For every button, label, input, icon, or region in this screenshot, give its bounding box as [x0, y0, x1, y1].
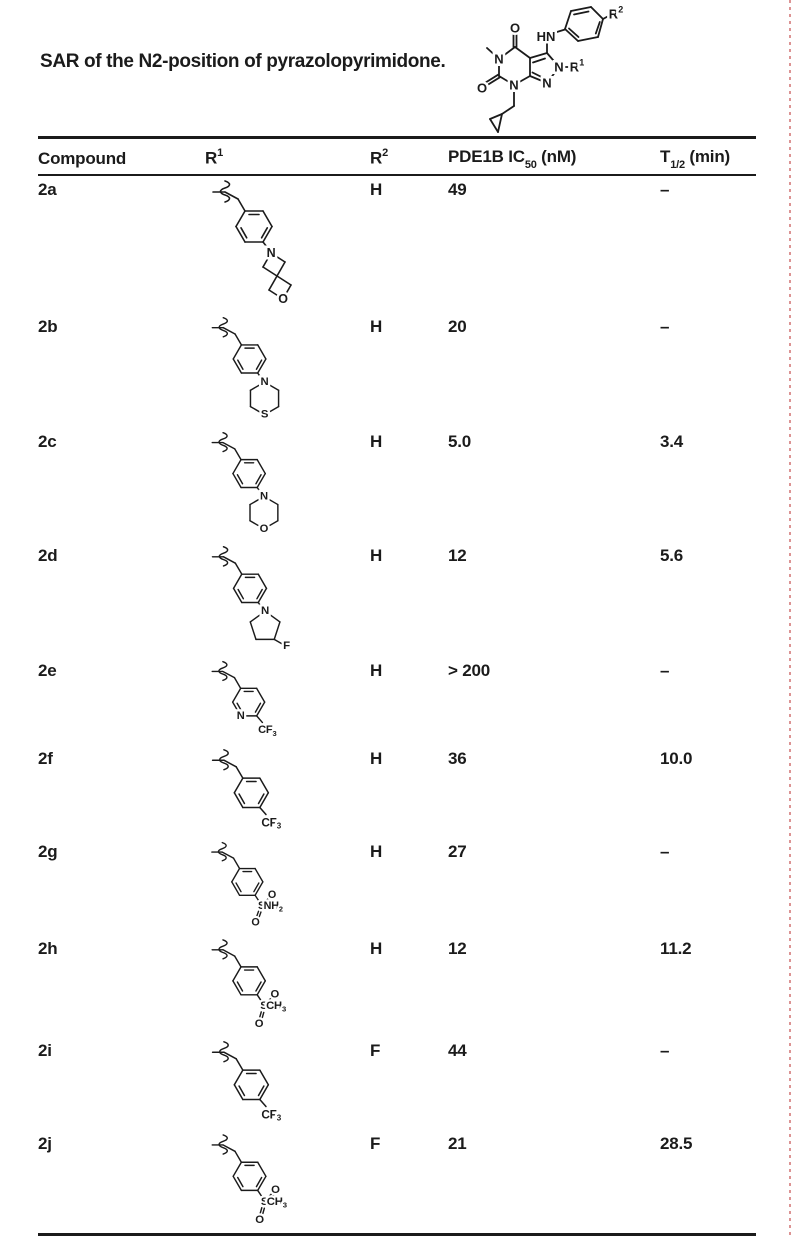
- r1-structure: [205, 313, 370, 428]
- svg-text:S: S: [260, 1000, 268, 1013]
- compound-label: 2a: [38, 180, 57, 199]
- svg-text:R1: $R^1$: [569, 57, 585, 75]
- svg-text:HN: HN: [536, 29, 556, 44]
- compound-label: 2g: [38, 842, 58, 861]
- ic50-value: 20: [448, 317, 467, 336]
- t12-value: –: [660, 842, 670, 861]
- compound-label: 2j: [38, 1134, 52, 1153]
- t12-value: 10.0: [660, 749, 693, 768]
- svg-text:S: S: [258, 900, 266, 913]
- t12-value: –: [660, 661, 670, 680]
- svg-text:O: O: [271, 1183, 280, 1196]
- table-row: [38, 176, 756, 313]
- table-caption: SAR of the N2-position of pyrazolopyrimidone.: [40, 51, 446, 72]
- r2-value: H: [370, 842, 383, 861]
- t12-value: 5.6: [660, 546, 684, 565]
- compound-label: 2h: [38, 939, 58, 958]
- svg-text:N: N: [554, 59, 564, 75]
- svg-text:CF3: $CF_3$: [261, 1107, 281, 1122]
- r1-structure: [205, 1130, 370, 1233]
- compound-label: 2d: [38, 546, 58, 565]
- sar-table: [38, 136, 756, 1236]
- compound-label: 2f: [38, 749, 53, 768]
- t12-value: –: [660, 1041, 670, 1060]
- r1-structure: [205, 657, 370, 745]
- svg-text:CF3: $CF_3$: [261, 815, 281, 830]
- svg-text:O: O: [267, 888, 277, 901]
- ic50-value: 36: [448, 749, 467, 768]
- ic50-value: 12: [448, 939, 467, 958]
- svg-text:O: O: [270, 988, 280, 1001]
- svg-text:S: S: [260, 1195, 269, 1208]
- ic50-value: 44: [448, 1041, 467, 1060]
- r2-value: H: [370, 749, 383, 768]
- table-row: [38, 1037, 756, 1130]
- svg-text:N: N: [260, 376, 269, 389]
- svg-text:N: N: [509, 77, 519, 93]
- r1-structure: [205, 745, 370, 838]
- r1-structure: [205, 838, 370, 935]
- table-row: [38, 313, 756, 428]
- ic50-value: 27: [448, 842, 467, 861]
- svg-text:N: N: [259, 490, 268, 503]
- svg-text:CH3: $CH_3$: [266, 1195, 287, 1209]
- core-structure-drawing: [452, 2, 752, 142]
- t12-value: –: [660, 317, 670, 336]
- table-row: [38, 542, 756, 657]
- table-row: [38, 1130, 756, 1233]
- ic50-value: 12: [448, 546, 467, 565]
- compound-label: 2b: [38, 317, 58, 336]
- svg-text:CF3: $CF_3$: [258, 724, 277, 738]
- header-compound: Compound: [38, 148, 127, 168]
- svg-text:S: S: [260, 408, 269, 421]
- page-crop-mark: [789, 0, 791, 1239]
- svg-text:NH2: $NH_2$: [263, 900, 283, 914]
- ic50-value: 5.0: [448, 432, 472, 451]
- table-header-row: [38, 139, 756, 176]
- svg-text:N: N: [261, 605, 270, 618]
- r2-value: H: [370, 180, 383, 199]
- compound-label: 2i: [38, 1041, 52, 1060]
- svg-text:O: O: [509, 20, 521, 36]
- header-ic50: PDE1B $IC_{50}$ (nM): [448, 147, 577, 171]
- r2-value: H: [370, 661, 383, 680]
- header-r1: $R^1$: [205, 147, 223, 168]
- r1-structure: [205, 935, 370, 1037]
- svg-text:N: N: [542, 75, 552, 91]
- r2-value: H: [370, 939, 383, 958]
- table-row: [38, 745, 756, 838]
- ic50-value: > 200: [448, 661, 491, 680]
- r1-structure: [205, 176, 370, 313]
- svg-text:N: N: [494, 51, 504, 67]
- svg-text:N: N: [266, 246, 276, 260]
- svg-text:O: O: [259, 522, 269, 535]
- table-row: [38, 935, 756, 1037]
- t12-value: 3.4: [660, 432, 684, 451]
- svg-text:O: O: [251, 916, 260, 929]
- ic50-value: 21: [448, 1134, 467, 1153]
- table-row: [38, 838, 756, 935]
- svg-text:F: F: [283, 639, 290, 651]
- r1-structure: [205, 1037, 370, 1130]
- r2-value: F: [370, 1041, 381, 1060]
- header-t12: $T_{1/2}$ (min): [660, 147, 730, 171]
- svg-text:N: N: [236, 709, 245, 722]
- header-r2: $R^2$: [370, 147, 388, 168]
- svg-text:CH3: $CH_3$: [266, 1000, 287, 1014]
- r2-value: F: [370, 1134, 381, 1153]
- svg-text:R2: $R^2$: [608, 4, 624, 22]
- r2-value: H: [370, 546, 383, 565]
- svg-text:O: O: [476, 80, 488, 96]
- table-row: [38, 657, 756, 745]
- t12-value: –: [660, 180, 670, 199]
- t12-value: 11.2: [660, 939, 692, 958]
- r1-structure: [205, 542, 370, 657]
- r2-value: H: [370, 432, 383, 451]
- svg-text:O: O: [255, 1213, 264, 1226]
- svg-text:O: O: [278, 292, 288, 306]
- svg-text:O: O: [254, 1018, 264, 1031]
- r1-structure: [205, 428, 370, 542]
- t12-value: 28.5: [660, 1134, 693, 1153]
- table-row: [38, 428, 756, 542]
- compound-label: 2e: [38, 661, 57, 680]
- compound-label: 2c: [38, 432, 57, 451]
- r2-value: H: [370, 317, 383, 336]
- ic50-value: 49: [448, 180, 467, 199]
